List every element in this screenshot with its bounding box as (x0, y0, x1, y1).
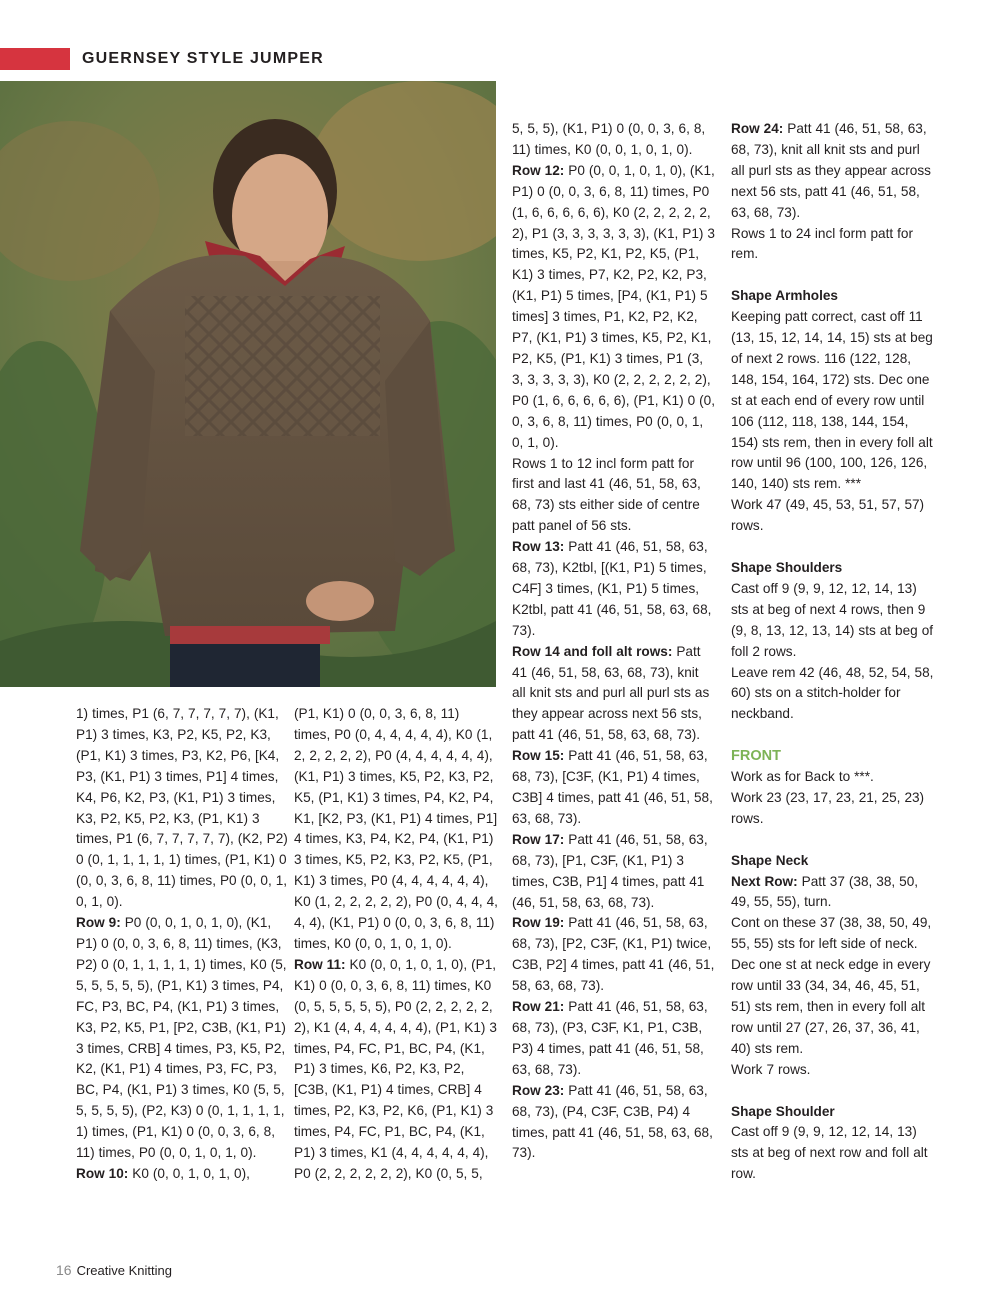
row-15-instruction: Row 15: Patt 41 (46, 51, 58, 63, 68, 73), [C3F, (K1, P1) 4 times, C3B] 4 times, patt 41 (46, 51, 58, 63, 68, 73). (512, 748, 713, 826)
text-paragraph: Cont on these 37 (38, 38, 50, 49, 55, 55) sts for left side of neck. (731, 915, 932, 952)
text-paragraph: Work 47 (49, 45, 53, 51, 57, 57) rows. (731, 497, 925, 534)
magazine-name: Creative Knitting (76, 1263, 172, 1278)
row-23-instruction: Row 23: Patt 41 (46, 51, 58, 63, 68, 73), (P4, C3F, C3B, P4) 4 times, patt 41 (46, 51, 58, 63, 68, 73). (512, 1082, 713, 1161)
shape-shoulder-heading: Shape Shoulder (731, 1103, 835, 1119)
spacer (731, 1081, 935, 1102)
row-label: Row 23: (512, 1082, 565, 1098)
page-number: 16 (56, 1262, 72, 1278)
row-14-instruction: Row 14 and foll alt rows: Patt 41 (46, 51, 58, 63, 68, 73), knit all knit sts and purl all purl sts as they appear across next 56 sts, patt 41 (46, 51, 58, 63, 68, 73). (512, 643, 710, 743)
row-11-instruction: Row 11: K0 (0, 0, 1, 0, 1, 0), (P1, K1) 0 (0, 0, 3, 6, 8, 11) times, K0 (0, 5, 5, 5, 5, 5), P0 (2, 2, 2, 2, 2, 2), K1 (4, 4, 4, 4, 4, 4), (P1, K1) 3 times, P4, FC, P1, BC, P4, (K1, P1) 3 times, K6, P2, K3, P2, [C3B, (K1, P1) 4 times, CRB] 4 times, P2, K3, P2, K6, (P1, K1) 3 times, P4, FC, P1, BC, P4, (K1, P1) 3 times, K1 (4, 4, 4, 4, 4, 4), P0 (2, 2, 2, 2, 2, 2), K0 (0, 5, 5, (294, 956, 497, 1181)
shape-shoulders-heading: Shape Shoulders (731, 560, 843, 575)
text-paragraph: Cast off 9 (9, 9, 12, 12, 14, 13) sts at beg of next 4 rows, then 9 (9, 8, 13, 12, 13, 14) sts at beg of foll 2 rows. (731, 580, 934, 659)
column-3 (512, 119, 716, 1164)
next-row-instruction: Next Row: Patt 37 (38, 38, 50, 49, 55, 55), turn. (731, 873, 919, 910)
row-label: Row 13: (512, 539, 565, 555)
row-label: Row 14 and foll alt rows: (512, 643, 673, 659)
spacer (731, 830, 935, 851)
row-label: Row 24: (731, 121, 784, 136)
text-paragraph: Leave rem 42 (46, 48, 52, 54, 58, 60) sts on a stitch-holder for neckband. (731, 664, 934, 722)
column-4 (731, 119, 935, 1185)
row-9-instruction: Row 9: P0 (0, 0, 1, 0, 1, 0), (K1, P1) 0 (0, 0, 3, 6, 8, 11) times, (K3, P2) 0 (0, 1, 1, 1, 1, 1) times, K0 (5, 5, 5, 5, 5, 5), (P1, K1) 3 times, P4, FC, P3, BC, P4, (K1, P1) 3 times, K3, P2, K5, P1, [P2, C3B, (K1, P1) 3 times, CRB] 4 times, P3, K5, P2, K2, (K1, P1) 4 times, P3, FC, P3, BC, P4, (K1, P1) 3 times, K0 (5, 5, 5, 5, 5, 5), (P2, K3) 0 (0, 1, 1, 1, 1, 1) times, (P1, K1) 0 (0, 0, 3, 6, 8, 11) times, P0 (0, 0, 1, 0, 1, 0). (76, 915, 287, 1161)
row-label: Row 21: (512, 999, 565, 1015)
text-paragraph: Rows 1 to 12 incl form patt for first and last 41 (46, 51, 58, 63, 68, 73) sts either side of centre patt panel of 56 sts. (512, 455, 701, 534)
row-label: Row 11: (294, 956, 346, 972)
text-paragraph: 5, 5, 5), (K1, P1) 0 (0, 0, 3, 6, 8, 11) times, K0 (0, 0, 1, 0, 1, 0). (512, 121, 706, 157)
text-paragraph: Work as for Back to ***. (731, 769, 874, 785)
shape-neck-heading: Shape Neck (731, 852, 809, 868)
row-17-instruction: Row 17: Patt 41 (46, 51, 58, 63, 68, 73), [P1, C3F, (K1, P1) 3 times, C3B, P1] 4 times, patt 41 (46, 51, 58, 63, 68, 73). (512, 831, 708, 910)
spacer (731, 265, 935, 286)
row-12-instruction: Row 12: P0 (0, 0, 1, 0, 1, 0), (K1, P1) 0 (0, 0, 3, 6, 8, 11) times, P0 (1, 6, 6, 6, 6, 6), K0 (2, 2, 2, 2, 2, 2), P1 (3, 3, 3, 3, 3, 3), (K1, P1) 3 times, K5, P2, K1, P2, K5, (P1, K1) 3 times, P7, K2, P2, K2, P3, (K1, P1) 5 times, [P4, (K1, P1) 5 times] 3 times, P1, K2, P2, K2, P7, (K1, P1) 3 times, K5, P2, K1, P2, K5, (P1, K1) 3 times, P1 (3, 3, 3, 3, 3, 3), K0 (2, 2, 2, 2, 2, 2), P0 (1, 6, 6, 6, 6, 6), (P1, K1) 0 (0, 0, 3, 6, 8, 11) times, P0 (0, 0, 1, 0, 1, 0). (512, 162, 715, 450)
text-paragraph: Work 7 rows. (731, 1061, 811, 1077)
text-paragraph: Work 23 (23, 17, 23, 21, 25, 23) rows. (731, 789, 925, 826)
row-21-instruction: Row 21: Patt 41 (46, 51, 58, 63, 68, 73), (P3, C3F, K1, P1, C3B, P3) 4 times, patt 41 (46, 51, 58, 63, 68, 73). (512, 999, 708, 1077)
row-24-instruction: Row 24: Patt 41 (46, 51, 58, 63, 68, 73), knit all knit sts and purl all purl sts as they appear across next 56 sts, patt 41 (46, 51, 58, 63, 68, 73). (731, 121, 931, 220)
page-title: GUERNSEY STYLE JUMPER (82, 50, 324, 67)
model-photo (0, 81, 496, 687)
row-label: Row 19: (512, 915, 565, 931)
text-paragraph: Keeping patt correct, cast off 11 (13, 15, 12, 14, 14, 15) sts at beg of next 2 rows. 116 (122, 128, 148, 154, 164, 172) sts. Dec one st at each end of every row until 106 (112, 118, 138, 144, 154, 154) sts rem, then in every foll alt row until 96 (100, 100, 126, 126, 140, 140) sts rem. *** (731, 309, 933, 492)
text-paragraph: Rows 1 to 24 incl form patt for rem. (731, 225, 913, 262)
text-paragraph: Cast off 9 (9, 9, 12, 12, 14, 13) sts at beg of next row and foll alt row. (731, 1124, 928, 1182)
page-footer (56, 1262, 172, 1278)
column-1 (76, 704, 288, 1185)
spacer (731, 537, 935, 558)
row-label: Row 10: (76, 1165, 129, 1181)
row-13-instruction: Row 13: Patt 41 (46, 51, 58, 63, 68, 73), K2tbl, [(K1, P1) 5 times, C4F] 3 times, (K1, P1) 5 times, K2tbl, patt 41 (46, 51, 58, 63, 68, 73). (512, 539, 712, 638)
row-label: Row 9: (76, 915, 121, 931)
row-19-instruction: Row 19: Patt 41 (46, 51, 58, 63, 68, 73), [P2, C3F, (K1, P1) twice, C3B, P2] 4 times, patt 41 (46, 51, 58, 63, 68, 73). (512, 915, 715, 994)
row-10-instruction: Row 10: K0 (0, 0, 1, 0, 1, 0), (76, 1165, 250, 1181)
text-paragraph: (P1, K1) 0 (0, 0, 3, 6, 8, 11) times, P0 (0, 4, 4, 4, 4, 4), K0 (1, 2, 2, 2, 2, 2), P0 (4, 4, 4, 4, 4, 4), (K1, P1) 3 times, K5, P2, K3, P2, K5, (P1, K1) 3 times, P4, K2, P4, K1, [K2, P3, (K1, P1) 4 times, P1] 4 times, K3, P4, K2, P4, (K1, P1) 3 times, K5, P2, K3, P2, K5, (P1, K1) 3 times, P0 (4, 4, 4, 4, 4, 4), K0 (1, 2, 2, 2, 2, 2), P0 (0, 4, 4, 4, 4, 4), (K1, P1) 0 (0, 0, 3, 6, 8, 11) times, K0 (0, 0, 1, 0, 1, 0). (294, 706, 498, 951)
spacer (731, 725, 935, 746)
front-section-heading: FRONT (731, 748, 781, 765)
shape-armholes-heading: Shape Armholes (731, 288, 838, 304)
row-label: Row 12: (512, 162, 565, 178)
text-paragraph: 1) times, P1 (6, 7, 7, 7, 7, 7), (K1, P1) 3 times, K3, P2, K5, P2, K3, (P1, K1) 3 times, P3, K2, P6, [K4, P3, (K1, P1) 3 times, P1] 4 times, K4, P6, K2, P3, (K1, P1) 3 times, K3, P2, K5, P2, K3, (P1, K1) 3 times, P1 (6, 7, 7, 7, 7, 7), (K2, P2) 0 (0, 1, 1, 1, 1, 1) times, (P1, K1) 0 (0, 0, 3, 6, 8, 11) times, P0 (0, 0, 1, 0, 1, 0). (76, 706, 288, 910)
row-label: Next Row: (731, 873, 798, 889)
column-2 (294, 704, 498, 1185)
title-accent-bar (0, 48, 70, 70)
row-label: Row 15: (512, 748, 565, 764)
row-label: Row 17: (512, 831, 565, 847)
text-paragraph: Dec one st at neck edge in every row until 33 (34, 34, 46, 45, 51, 51) sts rem, then in every foll alt row until 27 (27, 26, 37, 36, 41, 40) sts rem. (731, 957, 931, 1056)
